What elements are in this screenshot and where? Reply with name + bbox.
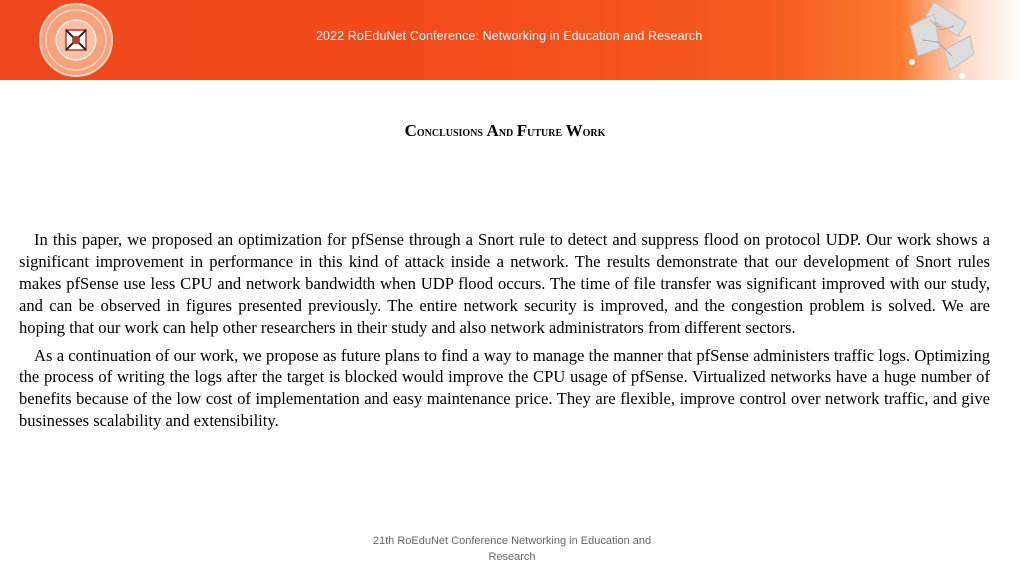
title-initial-w: W bbox=[565, 121, 583, 140]
title-word-future: uture bbox=[527, 125, 563, 140]
title-word-conclusions: onclusions bbox=[416, 125, 483, 140]
paragraph-future-work: As a continuation of our work, we propose as future plans to find a way to manage the manner that pfSense administers traffic logs. Optimizing the process of writing the logs after the target is blocked would improve the CPU usage of pfSense. Virtualized networks have a huge number of benefits because of the low cost of implementation and easy maintenance price. They are flexible, improve control over network traffic, and give businesses scalability and extensibility. bbox=[19, 345, 990, 431]
title-initial-f: F bbox=[516, 121, 528, 140]
roedunet-logo-icon bbox=[904, 0, 978, 80]
title-word-work: ork bbox=[582, 125, 606, 140]
footer-line-1: 21th RoEduNet Conference Networking in Education and bbox=[372, 535, 652, 547]
footer-line-2: Research bbox=[488, 550, 536, 563]
title-initial-c: C bbox=[404, 121, 417, 140]
university-seal-icon bbox=[38, 2, 114, 78]
slide-header-bar bbox=[0, 0, 1024, 80]
slide-body bbox=[19, 229, 990, 438]
paragraph-conclusions: In this paper, we proposed an optimization for pfSense through a Snort rule to detect and suppress flood on protocol UDP. Our work shows a significant improvement in performance in this kind of attack inside a network. The results demonstrate that our development of Snort rules makes pfSense use less CPU and network bandwidth when UDP flood occurs. The time of file transfer was significant improved with our study, and can be observed in figures presented previously. The entire network security is improved, and the congestion problem is solved. We are hoping that our work can help other researchers in their study and also network administrators from different sectors. bbox=[19, 230, 990, 337]
slide-title bbox=[0, 121, 1010, 141]
title-initial-a: A bbox=[486, 121, 499, 140]
slide-footer bbox=[362, 534, 662, 565]
title-word-and: nd bbox=[498, 125, 514, 140]
conference-header-title: 2022 RoEduNet Conference: Networking in Education and Research bbox=[316, 29, 703, 43]
